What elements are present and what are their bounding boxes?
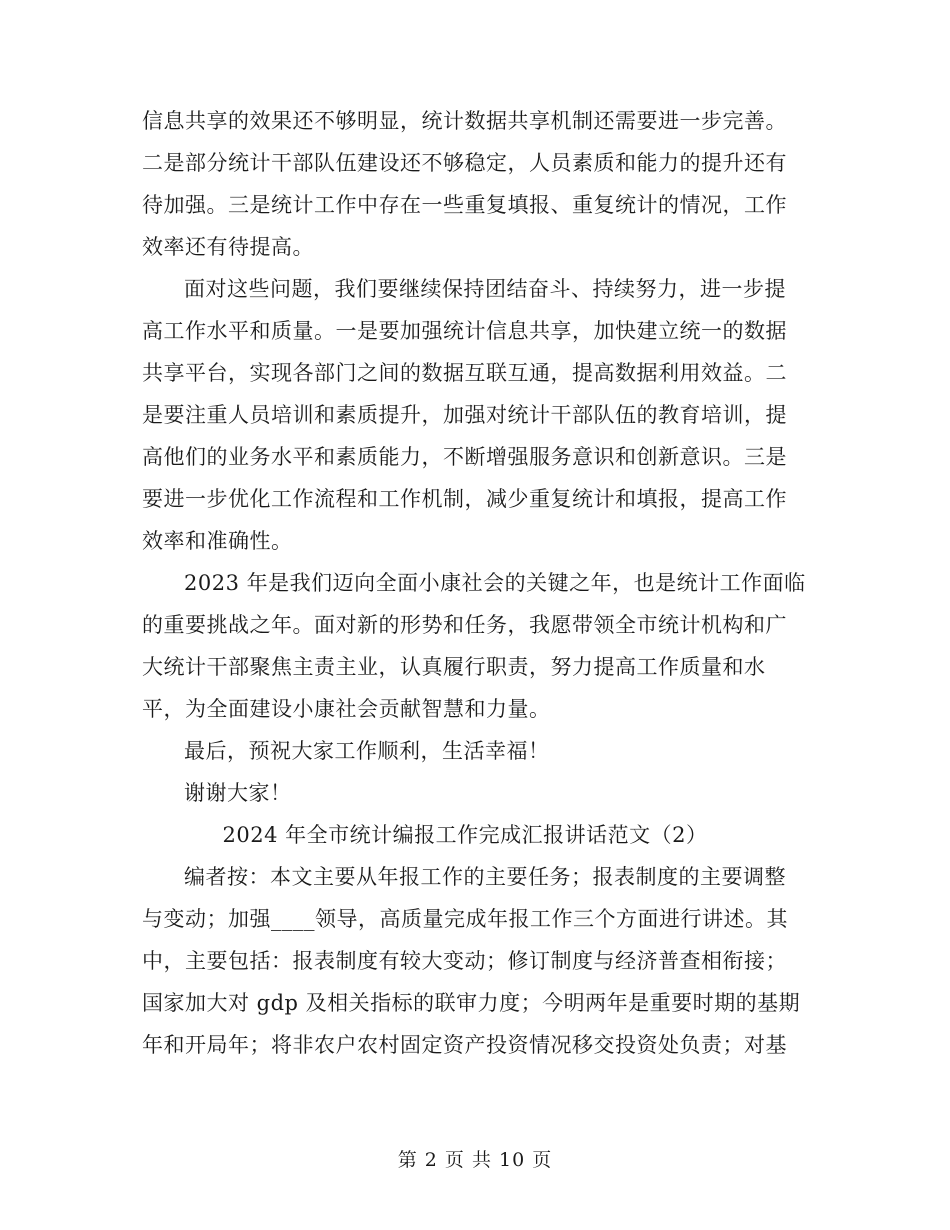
text-line: 平，为全面建设小康社会贡献智慧和力量。: [142, 697, 551, 721]
text-line: 高他们的业务水平和素质能力，不断增强服务意识和创新意识。三是: [142, 445, 787, 469]
paragraph-start-line: 面对这些问题，我们要继续保持团结奋斗、持续努力，进一步提: [184, 277, 786, 301]
text-line: 年和开局年；将非农户农村固定资产投资情况移交投资处负责；对基: [142, 1033, 787, 1057]
text-line: 与变动；加强____领导，高质量完成年报工作三个方面进行讲述。其: [142, 907, 788, 931]
text-line: 共享平台，实现各部门之间的数据互联互通，提高数据利用效益。二: [142, 361, 787, 385]
text-line: 效率还有待提高。: [142, 235, 314, 259]
text-line: 中，主要包括：报表制度有较大变动；修订制度与经济普查相衔接；: [142, 949, 787, 973]
text-line: 高工作水平和质量。一是要加强统计信息共享，加快建立统一的数据: [142, 319, 787, 343]
text-line: 信息共享的效果还不够明显，统计数据共享机制还需要进一步完善。: [142, 109, 787, 133]
text-line: 的重要挑战之年。面对新的形势和任务，我愿带领全市统计机构和广: [142, 613, 787, 637]
text-line: 是要注重人员培训和素质提升，加强对统计干部队伍的教育培训，提: [142, 403, 787, 427]
text-line: 二是部分统计干部队伍建设还不够稳定，人员素质和能力的提升还有: [142, 151, 787, 175]
text-line: 效率和准确性。: [142, 529, 293, 553]
paragraph-start-line: 最后，预祝大家工作顺利，生活幸福！: [184, 739, 550, 763]
text-line: 待加强。三是统计工作中存在一些重复填报、重复统计的情况，工作: [142, 193, 787, 217]
paragraph-start-line: 谢谢大家！: [184, 781, 292, 805]
paragraph-start-line: 编者按：本文主要从年报工作的主要任务；报表制度的主要调整: [184, 865, 786, 889]
text-line: 大统计干部聚焦主责主业，认真履行职责，努力提高工作质量和水: [142, 655, 766, 679]
paragraph-start-line: 2023 年是我们迈向全面小康社会的关键之年，也是统计工作面临: [184, 571, 806, 595]
text-line: 国家加大对 gdp 及相关指标的联审力度；今明两年是重要时期的基期: [142, 991, 801, 1015]
document-body: [142, 100, 808, 1066]
section-heading: 2024 年全市统计编报工作完成汇报讲话范文（2）: [222, 823, 708, 847]
page-number-footer: 第 2 页 共 10 页: [397, 1149, 553, 1171]
text-line: 要进一步优化工作流程和工作机制，减少重复统计和填报，提高工作: [142, 487, 787, 511]
